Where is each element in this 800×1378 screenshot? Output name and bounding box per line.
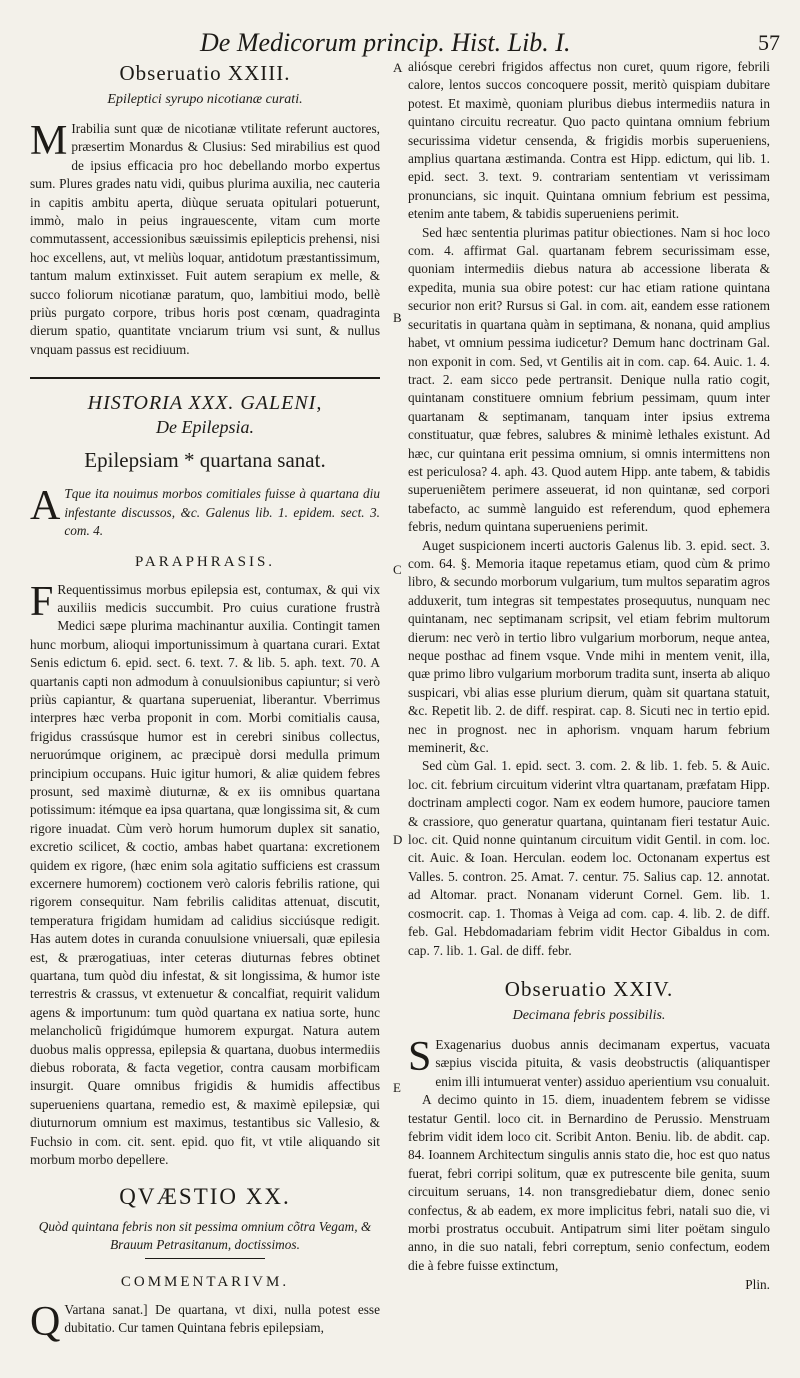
right-paragraph-1: aliósque cerebri frigidos affectus non curet, quum rigore, febrili calore, lentos succos concoquere possit, meritò quispiam dubitare potest. Et maximè, quoniam pluribus diebus intermediis natura in quintano circuitu recreatur. Quo pacto quintana omnium febrium securissima videtur censenda, & frigidis morbis superueniens, amplius quartana æstimanda. Contra est Hipp. edictum, qui lib. 1. epid. sect. 3. text. 9. contrariam sententiam vt verissimam pronuncians, sic inquit. Quintana omnium febrium est pessima, etenim ante tabem, & tabidis superueniens perimit. bbox=[408, 59, 770, 222]
observation-23-title: Obseruatio XXIII. bbox=[119, 61, 291, 85]
quaestio-title: QVÆSTIO XX. bbox=[119, 1183, 291, 1209]
observation-23-body: M Irabilia sunt quæ de nicotianæ vtilitate referunt auctores, præsertim Monardus & Clusius: Sed mirabilius est quod de ipsius efficacia pro hoc debellando morbo expertus sum. Plures grades natu vidi, quibus plurima auxilia, nec cauteria in capitis ambitu aperta, diùque seruata opitulari potuerunt, immò, malo in peius ingrauescente, vitam cum morte commutassent, accessionibus sæuissimis epilepticis prehensi, nisi hoc excellens, aut, vt meliùs loquar, antidotum præstantissimum, tantum malum extinxisset. Fuit autem serapium ex melle, & succo foliorum nicotianæ paratum, quo, lambitiui modo, bellè priùs purgato corpore, tribus horis post cœnam, quadraginta dierum spatio, quantitate vnciarum trium vsi sunt, & nullus vnquam passus est recidiuum. bbox=[30, 118, 380, 357]
margin-letter-a: A bbox=[393, 60, 403, 75]
drop-cap-m: M bbox=[30, 118, 68, 164]
right-paragraph-3: Auget suspicionem incerti auctoris Galenus lib. 3. epid. sect. 3. com. 64. §. Memoria itaque repetamus etiam, quod cùm & primo libro, & secundo morborum vulgarium, tum multos separatim agros adduxerit, tum integras sit tempestates prosequutus, nunquam nec quintanam, nec septimanam scripsit, vel etiam febrim multorum dierum: nec verò in tertio libro vulgarium morborum, neque antea, neque posthac ad finem vsque. Vnde mihi in mentem venit, illa, quæ primo libro vulgarium morborum tradita sunt, inserta ab aliquo suspicari, vbi alias esse plurium dierum, quàm sit quartana statuit, &c. Repetit lib. 2. de diff. respirat. cap. 8. Sicuti nec in tertio epid. nec in prognost. nec in aphorism. vnquam harum febrium meminerit, &c. bbox=[408, 537, 770, 756]
drop-cap-a: A bbox=[30, 483, 61, 530]
left-column bbox=[30, 58, 380, 1345]
margin-letter-d: D bbox=[393, 832, 403, 847]
observation-24-title: Obseruatio XXIV. bbox=[504, 976, 674, 1001]
observation-24-paragraph-2: A decimo quinto in 15. diem, inuadentem febrem se vidisse testatur Gentil. loco cit. in Bernardino de Perussio. Menstruam febrim vidit idem loco cit. Scribit Anton. Beniu. lib. de abdit. cap. 84. Ioannem Architectum singulis annis stato die, hoc est quo natus fuerat, febri corripi solitum, quæ ex putrescente bile genita, suum circuitum seruans, 14. non transgrediebatur diem, donec senio confectus, & ab eadem, ex more implicitus febri, natali suo die, vi morbi prostratus occubuit. Antipatrum simi liter poëtam singulo anno, in die suo natali, febri correptum, senio confectum, eodem die à febre fuisse extinctum, bbox=[408, 1092, 770, 1273]
margin-letter-b: B bbox=[393, 310, 402, 325]
galen-quote: A Tque ita nouimus morbos comitiales fuisse à quartana diu infestante discussos, &c. Galenus lib. 1. epidem. sect. 3. com. 4. bbox=[30, 483, 380, 539]
observation-24-body: S Exagenarius duobus annis decimanam expertus, vacuata sæpius viscida pituita, & vasis deobstructis (aliquantisper enim illi intumuerat venter) assiduo aperientium vsu conualuit. bbox=[408, 1033, 770, 1089]
historia-subtitle: De Epilepsia. bbox=[156, 417, 254, 438]
margin-letter-c: C bbox=[393, 562, 402, 577]
running-head bbox=[200, 26, 780, 60]
historia-heading: Epilepsiam * quartana sanat. bbox=[84, 448, 326, 473]
quaestio-subtitle: Quòd quintana febris non sit pessima omnium cõtra Vegam, & Brauum Petrasitanum, doctissimos. bbox=[38, 1218, 372, 1252]
catchword: Plin. bbox=[745, 1277, 770, 1293]
paraphrasis-title: PARAPHRASIS. bbox=[134, 553, 276, 570]
paraphrasis-body: F Requentissimus morbus epilepsia est, contumax, & qui vix auxiliis medicis succumbit. Pro cuius curatione frustrà Medici sæpe plurima machinantur auxilia. Contingit tamen hunc morbum, alioqui importunissimum à quartana curari. Extat Senis edictum 6. epid. sect. 6. text. 7. & lib. 5. aph. text. 70. A quartanis capti non admodum à conuulsionibus capiuntur; si verò priùs capiantur, & quartana superueniat, liberantur. Vberrimus interpres hæc verba proponit in com. Morbi comitialis causa, frigidus crassúsque humor est in cerebri sinibus collectus, neruorúmque originem, ac præcipuè dorsi medulla primum principium occupans. Huic igitur humori, & aliæ quidem febres prosunt, sed maximè diuturnæ, & ex iis omnibus quartana potissimum: itémque ea ipsa quartana, quæ longissima sit, & cum rigore inuadat. Cùm verò horum humorum duplex sit sanatio, excretio scilicet, & coctio, ambas habet quartana: excretionem quidem ex rigore, (hæc enim sola agitatio sufficiens est crassum excernere humorem) coctionem verò caloris febrilis ratione, qui rigorem consequitur. Nam febrilis caliditas attenuat, discutit, temperatura frigidam humidam ad calidius sicciúsque redigit. Has autem dotes in curanda conuulsione vniuersali, quæ epilesia est, & prærogatiuas, inter ceteras diuturnas febres obtinet quartana, tum quòd diu infestat, & sit longissima, & humor iste terrestris & crassus, vt extenuetur & concalfiat, requirit validum agens & importunum: tum quòd quartana ex natiua sorte, hunc melancholicũ frigidúmque humorem expurgat. Natura autem duobus malis oppressa, epilepsia & quartana, duobus intermediis diebus roborata, & facta vegetior, contra causam morbificam insurgit. Quare omnibus frigidis & humidis affectibus superueniens quartana, remedio est, & maximè epilepsiæ, qui diuturnorum omnium est maximus, testantibus sic Vallesio, & Fuchsio in com. cit. sent. epid. quo fit, vt vtile aliquando sit morbum morbo depellere. bbox=[30, 578, 380, 1168]
observation-23-subtitle: Epileptici syrupo nicotianæ curati. bbox=[107, 92, 303, 107]
short-rule bbox=[145, 1258, 265, 1259]
right-paragraph-2: Sed hæc sententia plurimas patitur obiectiones. Nam si hoc loco com. 4. affirmat Gal. quartanam febrem securissimam esse, quoniam intermediis diebus natura ab accessione liberata & expedita, munia sua obire potest: cur hac etiam ratione quintana securior non erit? Rursus si Gal. in com. ait, eandem esse rationem securitatis in quartana quàm in septimana, & nonana, quid amplius habet, vt omnium pessima iudicetur? Demum hanc doctrinam Gal. non exponit in com. Sed, vt Gentilis ait in com. cap. 64. Auic. 1. 4. tract. 2. eam sicco pede pertransit. Denique nulla ratio cogit, quintanam constituere omnium febrium pessimam, quum inter quartanam & septimanam, tanquam inter ipsius extrema constituatur, quæ febres, salubres & minimè lethales existunt. Ad hæc, cur quintana erit pessima omnium, si omnis intermittens non est periculosa? 4. aph. 43. Quod autem Hipp. ante tabem, & tabidis superueniẽtem perimere asseuerat, id non quintanæ, sed corpori tabefacto, ac summè languido est referendum, quod ephemera febris, nedum quintana superueniens perimit. bbox=[408, 224, 770, 535]
commentarium-body: Q Vartana sanat.] De quartana, vt dixi, nulla potest esse dubitatio. Cur tamen Quintana febris epilepsiam, bbox=[30, 1298, 380, 1345]
drop-cap-f: F bbox=[30, 578, 54, 625]
drop-cap-s: S bbox=[408, 1033, 432, 1080]
page-number: 57 bbox=[758, 30, 780, 55]
observation-24-subtitle: Decimana febris possibilis. bbox=[512, 1007, 666, 1023]
margin-letter-e: E bbox=[393, 1080, 401, 1095]
drop-cap-q: Q bbox=[30, 1298, 61, 1345]
right-column bbox=[408, 58, 770, 1293]
commentarium-title: COMMENTARIVM. bbox=[120, 1273, 290, 1290]
right-paragraph-4: Sed cùm Gal. 1. epid. sect. 3. com. 2. & lib. 1. feb. 5. & Auic. loc. cit. febrium circuitum viderint vltra quartanam, præfatam Hipp. doctrinam amplecti cogor. Nam ex eodem humore, pauciore tamen & crassiore, quo generatur quartana, quintanam fieri testatur Auic. loc. cit. Quid nonne quintanum circuitum vidit Gentil. in com. loc. cit. Auic. & Ioan. Herculan. eodem loc. Octonanam expertus est Valles. 5. contron. 25. Amat. 7. centur. 75. Salius cap. 12. annotat. ad Altomar. pract. Nonanam viderunt Cornel. Gem. lib. 1. cosmocrit. cap. 1. Thomas à Veiga ad com. cap. 4. lib. 2. de diff. feb. Gal. Hebdomadariam febrim vidit Hector Gibaldus in com. cap. 7. lib. 1. Gal. de diff. febr. bbox=[408, 758, 770, 958]
running-head-title: De Medicorum princip. Hist. Lib. I. bbox=[200, 28, 571, 57]
historia-title: HISTORIA XXX. GALENI, bbox=[87, 392, 323, 415]
section-rule bbox=[30, 377, 380, 379]
